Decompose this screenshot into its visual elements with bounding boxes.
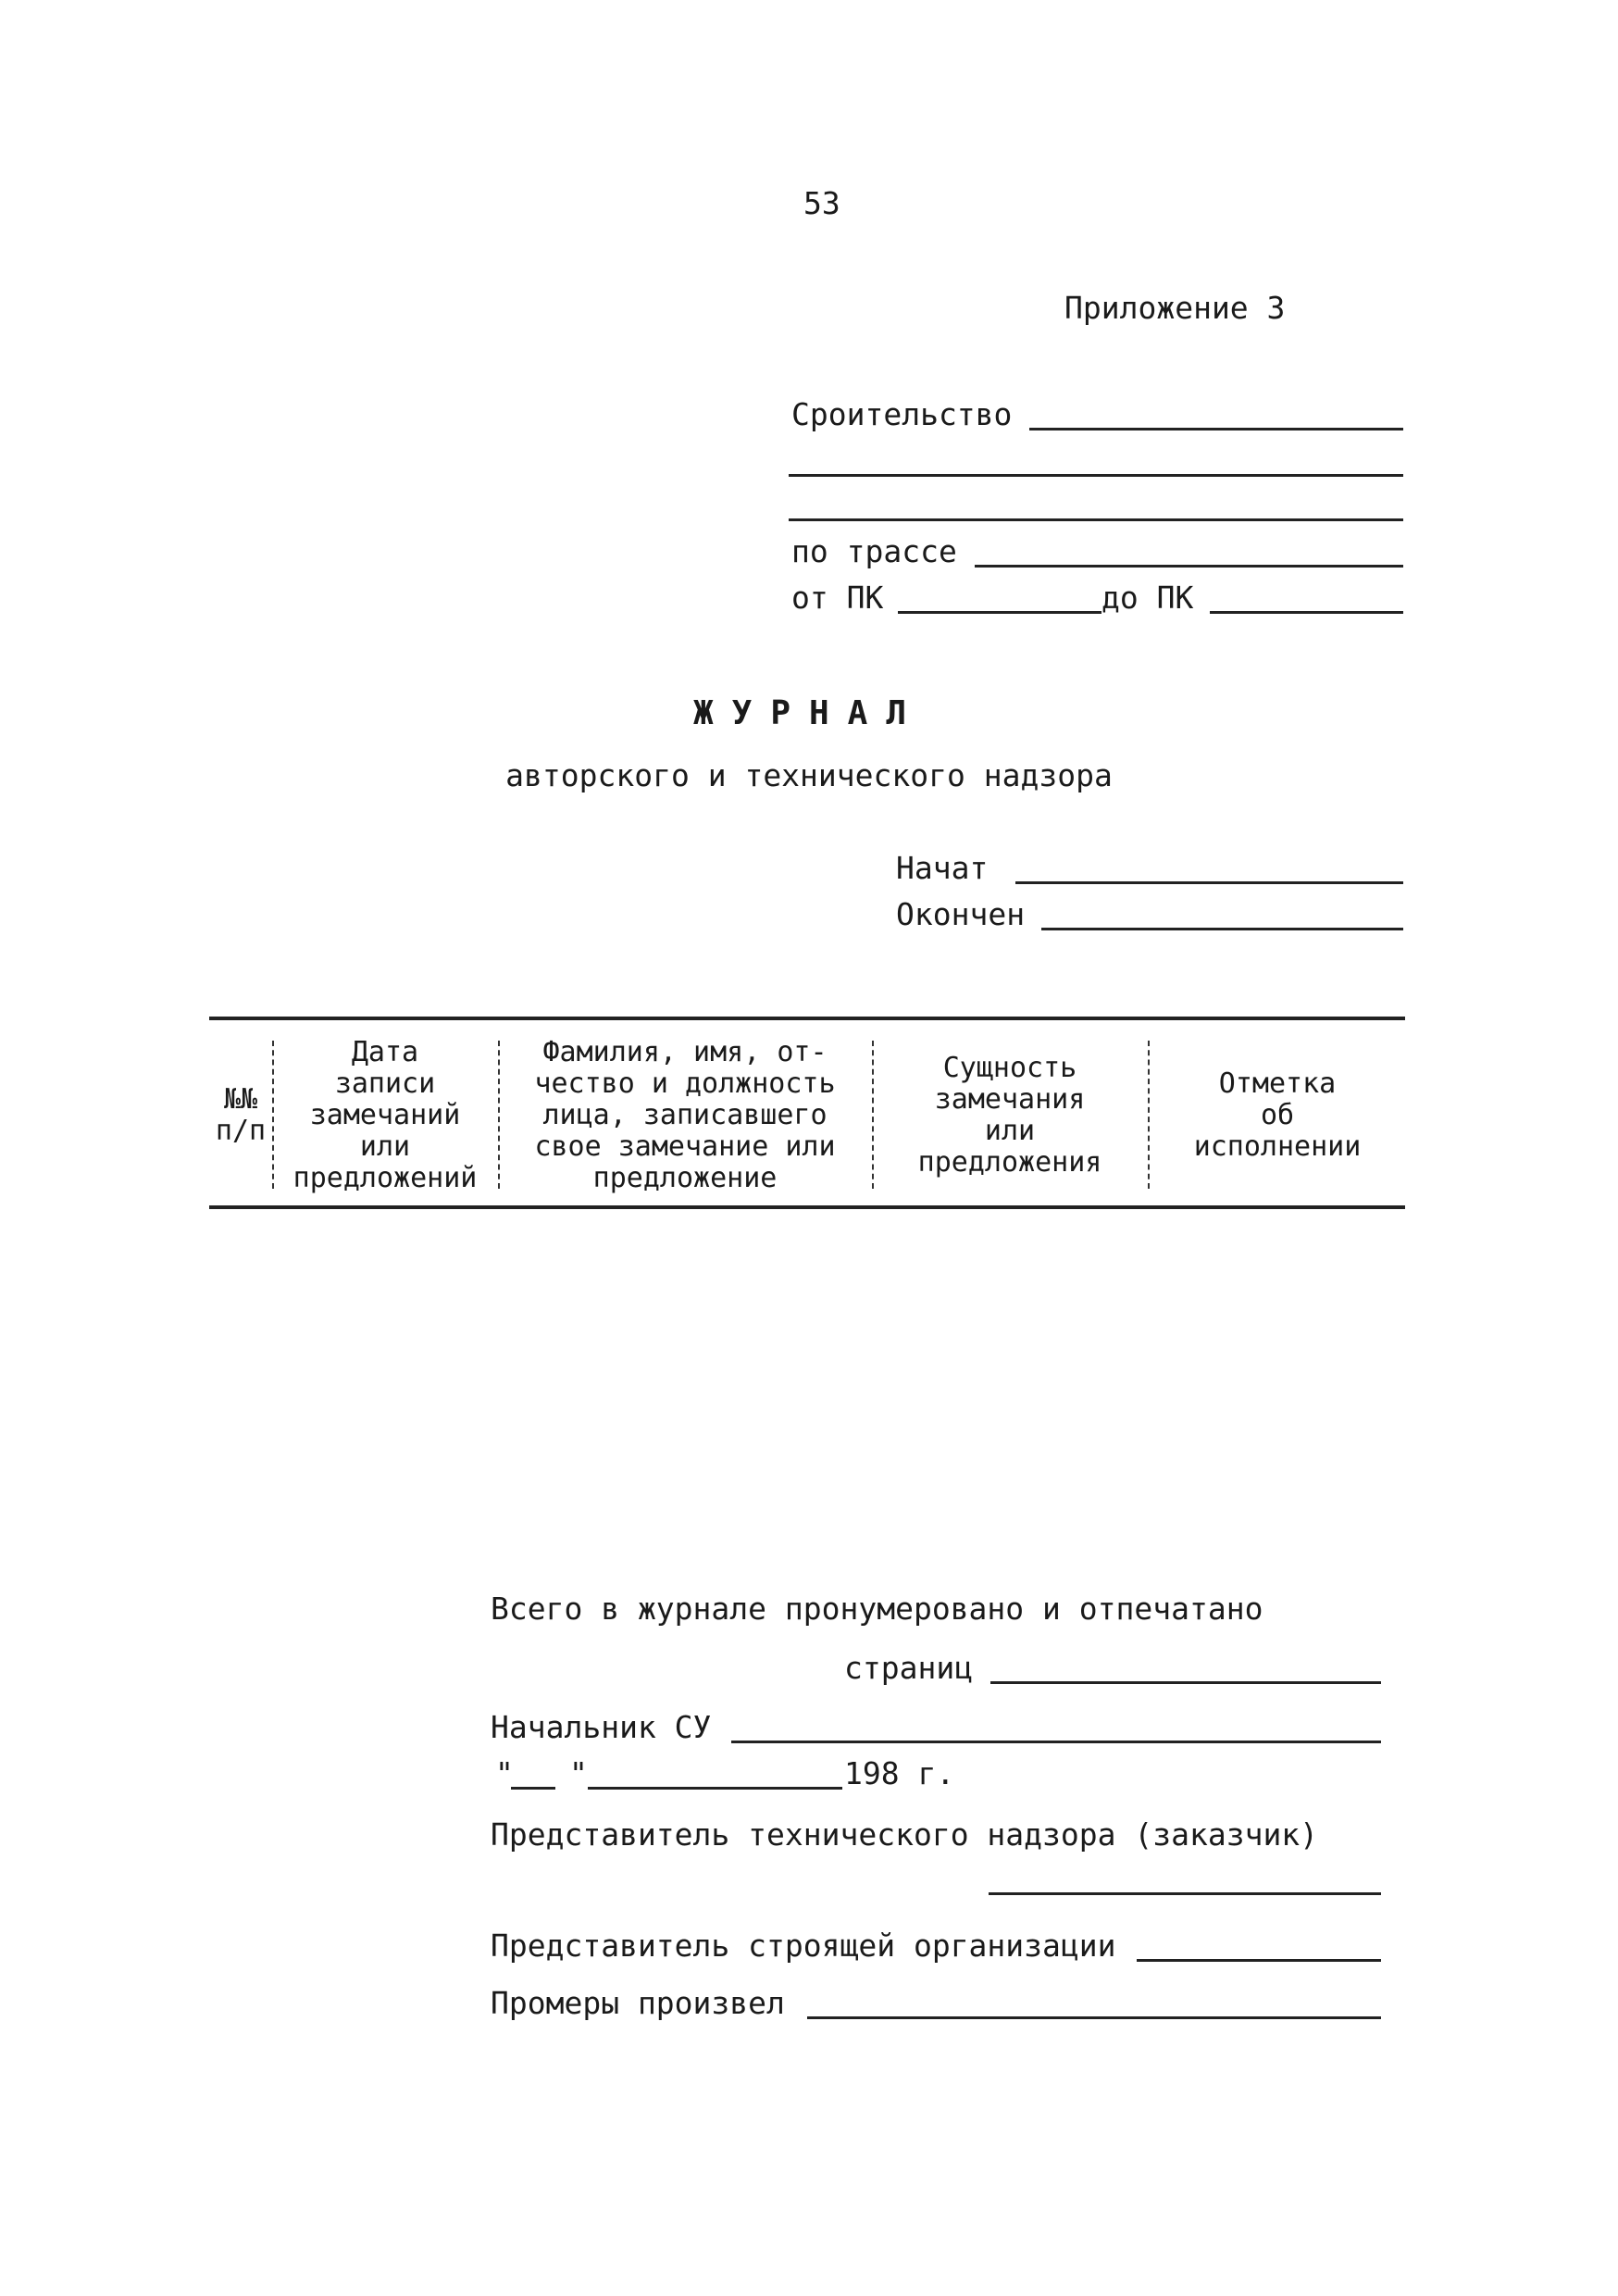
from-pk-field-line[interactable] — [898, 611, 1101, 614]
construction-field-line-2[interactable] — [789, 474, 1403, 477]
column-essence: Сущность замечания или предложения — [917, 1052, 1102, 1179]
to-pk-field-line[interactable] — [1210, 611, 1403, 614]
column-number: №№ п/п — [215, 1083, 267, 1147]
from-pk-label: от ПК — [791, 580, 884, 616]
route-field-line[interactable] — [975, 565, 1403, 568]
chief-label: Начальник СУ — [491, 1709, 712, 1745]
total-pages-text: Всего в журнале пронумеровано и отпечатано — [491, 1591, 1263, 1627]
day-field-line[interactable] — [511, 1787, 555, 1790]
journal-subtitle: авторского и технического надзора — [505, 757, 1113, 793]
route-label: по трассе — [791, 533, 957, 569]
tech-supervision-label: Представитель технического надзора (заказчик) — [491, 1816, 1319, 1853]
pages-label: страниц — [844, 1650, 974, 1686]
started-field-line[interactable] — [1015, 881, 1403, 884]
builder-label: Представитель строящей организации — [491, 1928, 1116, 1964]
month-field-line[interactable] — [588, 1787, 842, 1790]
pages-field-line[interactable] — [990, 1681, 1381, 1684]
year-text: 198 г. — [844, 1755, 955, 1791]
date-quote-close: " — [569, 1755, 588, 1791]
page-number: 53 — [803, 185, 840, 221]
date-quote-open: " — [495, 1755, 514, 1791]
measurements-field-line[interactable] — [807, 2016, 1381, 2019]
appendix-label: Приложение 3 — [1064, 290, 1286, 326]
started-label: Начат — [896, 850, 989, 886]
finished-label: Окончен — [896, 896, 1026, 932]
column-execution-mark: Отметка об исполнении — [1193, 1067, 1362, 1163]
chief-field-line[interactable] — [731, 1741, 1381, 1743]
tech-supervision-field-line[interactable] — [989, 1892, 1381, 1895]
column-author: Фамилия, имя, от- чество и должность лица, записавшего свое замечание или предложение — [534, 1036, 836, 1194]
construction-label: Сроительство — [791, 396, 1013, 432]
construction-field-line-3[interactable] — [789, 518, 1403, 521]
journal-table-header — [209, 1017, 1405, 1209]
builder-field-line[interactable] — [1137, 1959, 1381, 1962]
measurements-label: Промеры произвел — [491, 1985, 785, 2021]
finished-field-line[interactable] — [1041, 928, 1403, 930]
construction-field-line-1[interactable] — [1029, 428, 1403, 430]
journal-title: ЖУРНАЛ — [692, 694, 926, 732]
to-pk-label: до ПК — [1101, 580, 1194, 616]
column-date: Дата записи замечаний или предложений — [292, 1036, 478, 1194]
